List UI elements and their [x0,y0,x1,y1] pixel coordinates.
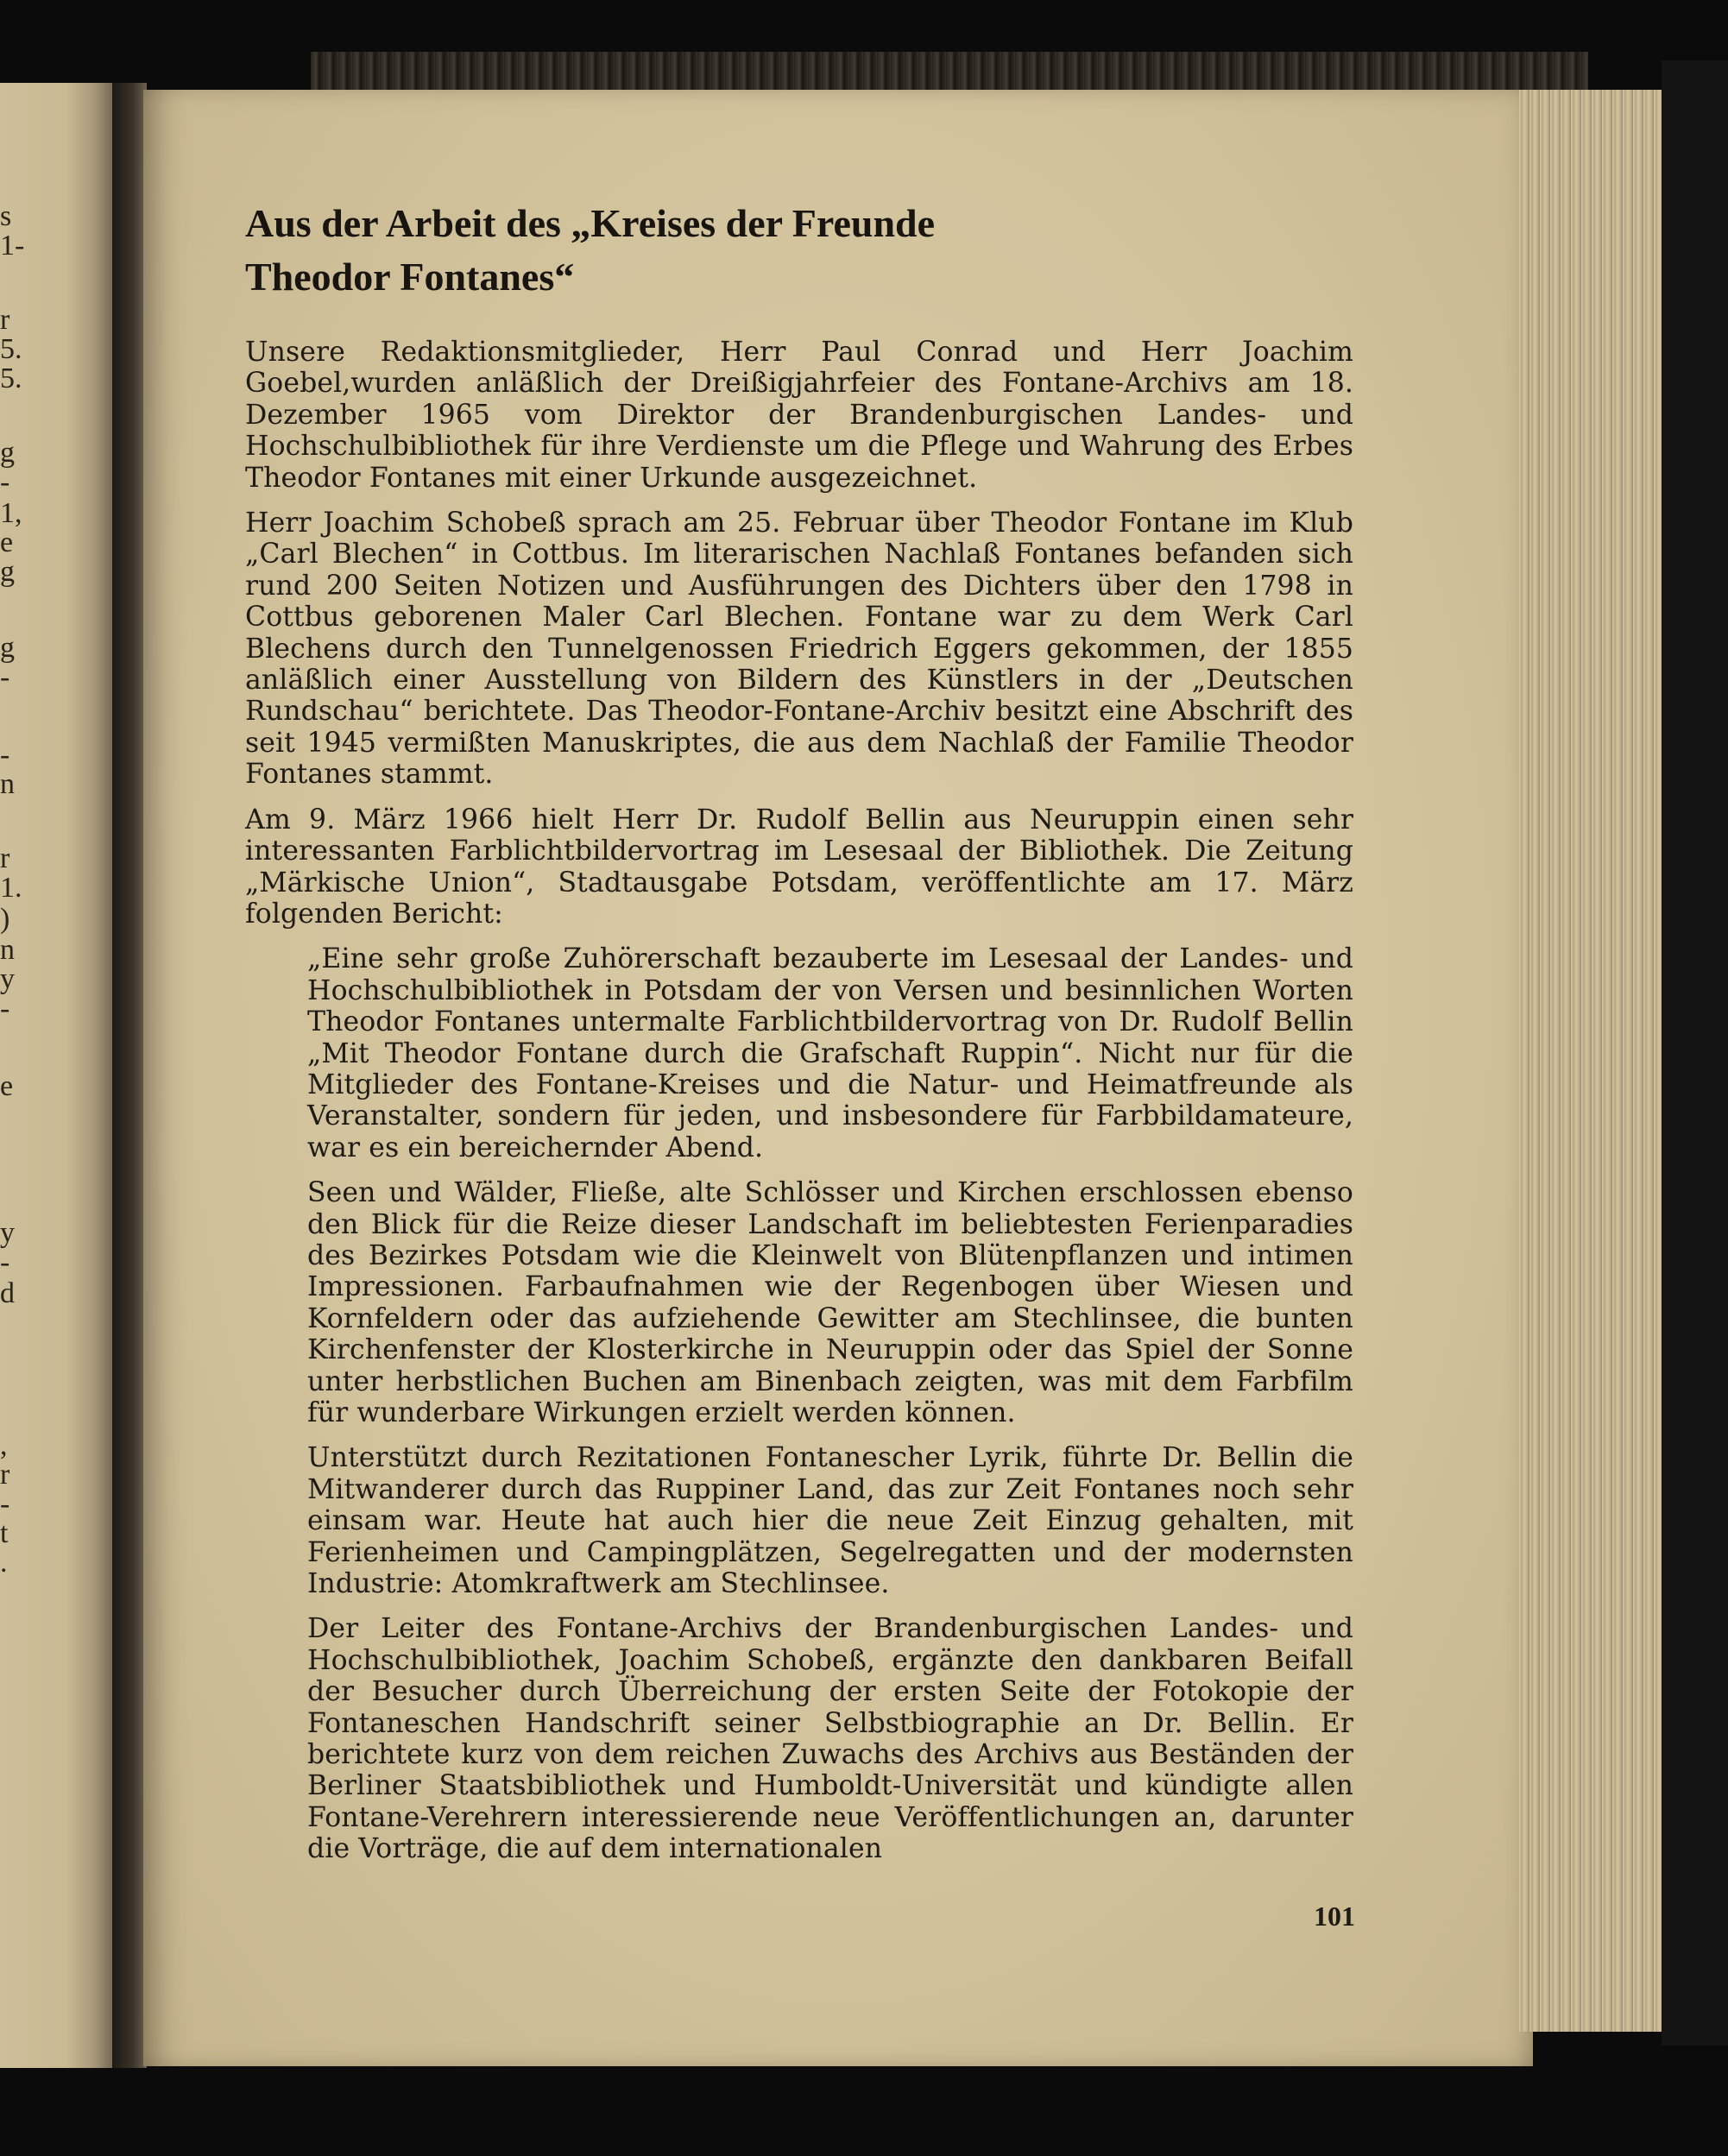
left-page-fragment: s [0,200,12,232]
left-page-fragment: e [0,526,14,558]
left-page-fragment: d [0,1277,15,1309]
left-page-fragment: r [0,1459,10,1491]
left-page-fragment: r [0,842,10,874]
left-page-fragment: 1, [0,497,22,529]
quote-paragraph: Seen und Wälder, Fließe, alte Schlösser und Kirchen erschlossen ebenso den Blick für die Reize dieser Landschaft im beliebtesten Ferienparadies des Bezirkes Potsdam wie die Kleinwelt von Blütenpflanzen und intimen Impressionen. Farbaufnahmen wie der Regenbogen über Wiesen und Kornfeldern oder das aufziehende Gewitter am Stechlinsee, die bunten Kirchenfenster der Klosterkirche in Neuruppin oder das Spiel der Sonne unter herbstlichen Buchen am Binenbach zeigten, was mit dem Farbfilm für wunderbare Wirkungen erzielt werden können. [307,1177,1353,1428]
left-page-fragment: , [0,1429,8,1461]
article-paragraph: Herr Joachim Schobeß sprach am 25. Februar über Theodor Fontane im Klub „Carl Blechen“ in Cottbus. Im literarischen Nachlaß Fontanes befanden sich rund 200 Seiten Notizen und Ausführungen des Dichters über den 1798 in Cottbus geborenen Maler Carl Blechen. Fontane war zu dem Werk Carl Blechens durch den Tunnelgenossen Friedrich Eggers gekommen, der 1855 anläßlich einer Ausstellung von Bildern des Künstlers in der „Deutschen Rundschau“ berichtete. Das Theodor-Fontane-Archiv besitzt eine Abschrift des seit 1945 vermißten Manuskriptes, die aus dem Nachlaß der Familie Theodor Fontanes stammt. [245,507,1353,791]
left-page-fragment: - [0,993,10,1024]
left-page-fragment: g [0,556,15,588]
left-page-fragment: g [0,632,15,664]
article-title-line-2: Theodor Fontanes“ [245,255,575,299]
left-page-fragment: 5. [0,362,22,394]
left-page-fragment: n [0,768,15,800]
left-page-fragment: - [0,466,10,498]
left-page-fragment: 5. [0,333,22,365]
page-stack-edges [1519,90,1666,2032]
left-page-fragment: ) [0,903,10,935]
quote-paragraph: Unterstützt durch Rezitationen Fontanescher Lyrik, führte Dr. Bellin die Mitwanderer durch das Ruppiner Land, das zur Zeit Fontanes noch sehr einsam war. Heute hat auch hier die neue Zeit Einzug gehalten, mit Ferienheimen und Campingplätzen, Segelregatten und der modernsten Industrie: Atomkraftwerk am Stechlinsee. [307,1442,1353,1600]
article [245,197,1353,1879]
left-page-fragment: - [0,1488,10,1520]
article-title-line-1: Aus der Arbeit des „Kreises der Freunde [245,201,936,245]
left-page-fragment: . [0,1547,8,1579]
page-number: 101 [1314,1901,1355,1932]
left-page-fragment: y [0,963,15,995]
left-page-fragment: r [0,304,10,336]
left-page-fragment: - [0,1246,10,1278]
left-page-fragment: - [0,661,10,693]
left-page-fragment: - [0,739,10,771]
book-cover-edge [1662,60,1728,2046]
left-page-fragment: g [0,437,15,469]
quote-paragraph: „Eine sehr große Zuhörerschaft bezauberte im Lesesaal der Landes- und Hochschulbibliothek in Potsdam der von Versen und besinnlichen Worten Theodor Fontanes untermalte Farblichtbildervortrag von Dr. Rudolf Bellin „Mit Theodor Fontane durch die Grafschaft Ruppin“. Nicht nur für die Mitglieder des Fontane-Kreises und die Natur- und Heimatfreunde als Veranstalter, sondern für jeden, und insbesondere für Farbbildamateure, war es ein bereichernder Abend. [307,943,1353,1163]
left-page-fragment: e [0,1070,14,1102]
left-page-fragment: y [0,1217,15,1249]
quote-paragraph: Der Leiter des Fontane-Archivs der Brandenburgischen Landes- und Hochschulbibliothek, Joachim Schobeß, ergänzte den dankbaren Beifall der Besucher durch Überreichung der ersten Seite der Fotokopie der Fontaneschen Handschrift seiner Selbstbiographie an Dr. Bellin. Er berichtete kurz von dem reichen Zuwachs des Archivs aus Beständen der Berliner Staatsbibliothek und Humboldt-Universität und kündigte allen Fontane-Verehrern interessierende neue Veröffentlichungen an, darunter die Vorträge, die auf dem internationalen [307,1613,1353,1865]
left-page-fragment: t [0,1517,9,1549]
article-paragraph: Unsere Redaktionsmitglieder, Herr Paul Conrad und Herr Joachim Goebel,wurden anläßlich der Dreißigjahrfeier des Fontane-Archivs am 18. Dezember 1965 vom Direktor der Brandenburgischen Landes- und Hochschulbibliothek für ihre Verdienste um die Pflege und Wahrung des Erbes Theodor Fontanes mit einer Urkunde ausgezeichnet. [245,337,1353,494]
article-title [245,197,1353,304]
left-page-fragment: 1- [0,230,25,262]
newspaper-quote [307,943,1353,1864]
left-page-fragment: 1. [0,872,22,904]
left-page-fragment: n [0,934,15,966]
left-page-margin [0,83,121,2068]
book-gutter [112,83,147,2068]
article-paragraph: Am 9. März 1966 hielt Herr Dr. Rudolf Bellin aus Neuruppin einen sehr interessanten Farblichtbildervortrag im Lesesaal der Bibliothek. Die Zeitung „Märkische Union“, Stadtausgabe Potsdam, veröffentlichte am 17. März folgenden Bericht: [245,804,1353,930]
